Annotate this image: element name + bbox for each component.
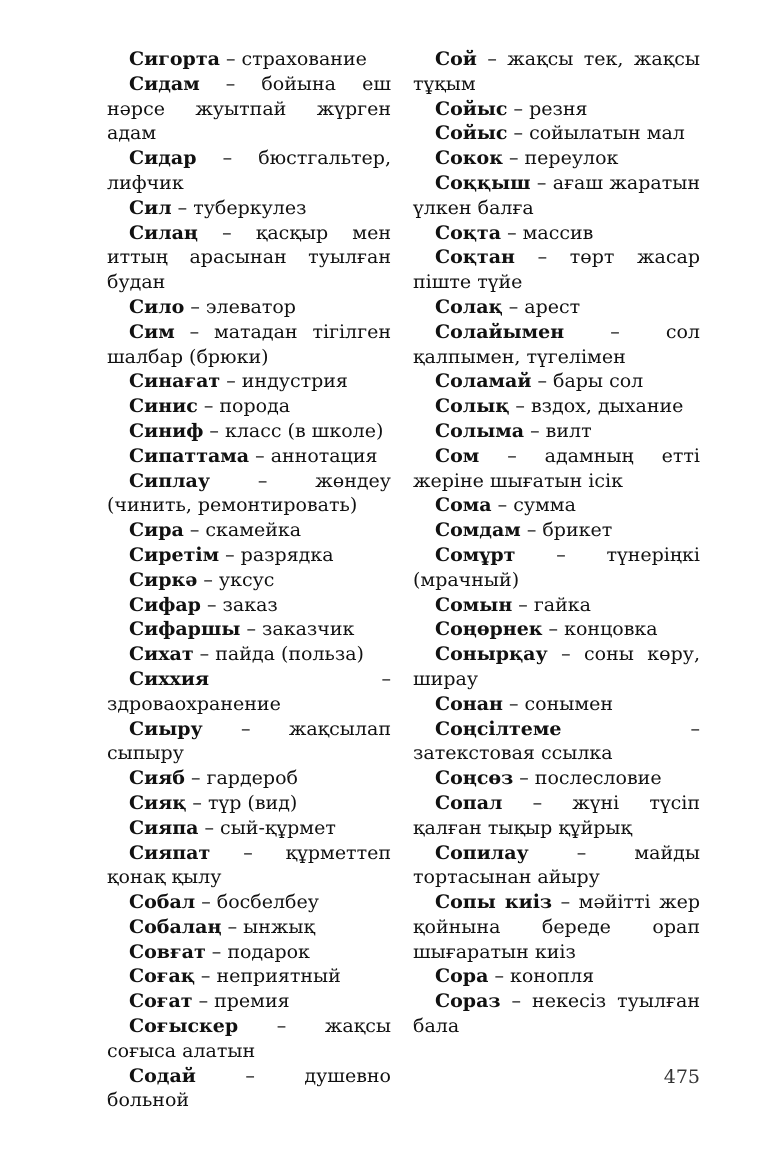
entry-definition: – вилт <box>524 419 592 442</box>
entry-definition: – заказ <box>200 593 278 616</box>
entry-definition: – неприятный <box>194 965 341 988</box>
entry-headword: Сомын <box>435 593 513 616</box>
entry-definition: – затекстовая ссылка <box>413 717 700 765</box>
entry-headword: Сира <box>129 519 184 542</box>
entry-definition: – переулок <box>502 147 619 170</box>
right-column <box>413 47 700 1039</box>
entry-definition: – босбелбеу <box>195 891 319 914</box>
entry-headword: Сой <box>435 48 477 70</box>
entry-definition: – сойылатын мал <box>507 122 685 145</box>
entry-headword: Солайымен <box>435 320 565 343</box>
entry-definition: – брикет <box>520 519 613 542</box>
entry-headword: Собалаң <box>129 915 222 938</box>
entry-headword: Сонырқау <box>435 643 548 666</box>
dictionary-entry <box>413 419 700 444</box>
entry-definition: – түр (вид) <box>186 791 298 814</box>
entry-definition: – жақсылап сыпыру <box>107 717 391 765</box>
dictionary-entry <box>413 543 700 593</box>
entry-definition: – премия <box>192 990 290 1013</box>
dictionary-entry <box>413 518 700 543</box>
entry-definition: – пайда (польза) <box>193 643 364 666</box>
dictionary-entry <box>107 1064 391 1114</box>
dictionary-entry <box>107 593 391 618</box>
entry-definition: – адамның етті жеріне шығатын ісік <box>413 444 700 492</box>
entry-headword: Соғақ <box>129 965 195 988</box>
entry-definition: – жүні түсіп қалған тықыр құйрық <box>413 791 700 839</box>
dictionary-entry <box>413 791 700 841</box>
entry-definition: – страхование <box>219 48 367 70</box>
dictionary-entry <box>107 940 391 965</box>
entry-definition: – вздох, дыхание <box>509 395 684 418</box>
entry-headword: Соңөрнек <box>435 618 543 641</box>
entry-headword: Сонан <box>435 692 503 715</box>
entry-definition: – индустрия <box>220 370 348 393</box>
entry-definition: – сумма <box>491 494 576 517</box>
entry-definition: – элеватор <box>184 295 296 318</box>
entry-definition: – резня <box>507 97 588 120</box>
dictionary-entry <box>413 97 700 122</box>
entry-headword: Сопы киіз <box>435 891 553 914</box>
entry-headword: Сил <box>129 196 172 219</box>
dictionary-entry <box>413 394 700 419</box>
left-column <box>107 47 391 1113</box>
entry-headword: Солыма <box>435 419 525 442</box>
dictionary-entry <box>107 543 391 568</box>
entry-definition: – төрт жасар піште түйе <box>413 246 700 294</box>
entry-headword: Соламай <box>435 370 532 393</box>
entry-definition: – гайка <box>512 593 591 616</box>
entry-definition: – мәйітті жер қойнына береде орап шығаратын киіз <box>413 891 700 963</box>
entry-headword: Сома <box>435 494 492 517</box>
entry-headword: Сиыру <box>129 717 203 740</box>
dictionary-entry <box>107 717 391 767</box>
entry-headword: Синиф <box>129 419 204 442</box>
dictionary-entry <box>413 593 700 618</box>
entry-headword: Содай <box>129 1064 196 1087</box>
dictionary-entry <box>413 989 700 1039</box>
entry-headword: Сиркә <box>129 568 198 591</box>
dictionary-entry <box>107 518 391 543</box>
page-number: 475 <box>663 1066 700 1088</box>
dictionary-entry <box>107 221 391 295</box>
entry-definition: – гардероб <box>184 767 298 790</box>
entry-headword: Сияпа <box>129 816 199 839</box>
dictionary-entry <box>107 816 391 841</box>
entry-headword: Соғыскер <box>129 1015 239 1038</box>
entry-headword: Соңсөз <box>435 767 514 790</box>
entry-headword: Сифар <box>129 593 201 616</box>
entry-headword: Сопал <box>435 791 503 814</box>
dictionary-entry <box>107 964 391 989</box>
entry-definition: – қасқыр мен иттың арасынан туылған будан <box>107 221 391 294</box>
entry-definition: – разрядка <box>219 543 334 566</box>
dictionary-entry <box>107 841 391 891</box>
dictionary-entry <box>413 766 700 791</box>
dictionary-entry <box>413 146 700 171</box>
dictionary-entry <box>413 964 700 989</box>
dictionary-entry <box>107 915 391 940</box>
dictionary-entry <box>413 245 700 295</box>
entry-definition: – заказчик <box>240 618 355 641</box>
entry-headword: Синағат <box>129 370 221 393</box>
entry-headword: Солық <box>435 395 510 418</box>
dictionary-entry <box>413 444 700 494</box>
dictionary-entry <box>107 295 391 320</box>
dictionary-entry <box>107 444 391 469</box>
entry-definition: – майды тортасынан айыру <box>413 841 700 889</box>
dictionary-entry <box>107 47 391 72</box>
entry-headword: Сиретім <box>129 543 220 566</box>
dictionary-entry <box>107 617 391 642</box>
dictionary-entry <box>413 295 700 320</box>
entry-headword: Силаң <box>129 221 198 244</box>
entry-headword: Сидар <box>129 147 197 170</box>
entry-definition: – сонымен <box>502 692 614 715</box>
entry-headword: Соқта <box>435 221 502 244</box>
entry-headword: Сим <box>129 320 175 343</box>
entry-definition: – концовка <box>542 618 658 641</box>
entry-definition: – уксус <box>197 568 275 591</box>
entry-headword: Собал <box>129 891 196 914</box>
entry-definition: – матадан тігілген шалбар (брюки) <box>107 320 391 368</box>
entry-headword: Сихат <box>129 643 194 666</box>
dictionary-entry <box>413 642 700 692</box>
entry-definition: – подарок <box>205 940 310 963</box>
entry-headword: Сипаттама <box>129 444 250 467</box>
entry-headword: Сокок <box>435 147 503 170</box>
dictionary-entry <box>107 791 391 816</box>
dictionary-entry <box>107 72 391 146</box>
entry-headword: Сомұрт <box>435 543 516 566</box>
entry-definition: – құрметтеп қонақ қылу <box>107 841 391 889</box>
entry-headword: Сораз <box>435 990 501 1013</box>
entry-headword: Сора <box>435 965 489 988</box>
entry-headword: Сойыс <box>435 97 508 120</box>
dictionary-entry <box>413 717 700 767</box>
entry-headword: Сифаршы <box>129 618 241 641</box>
entry-headword: Сомдам <box>435 519 521 542</box>
entry-headword: Соңсілтеме <box>435 717 562 740</box>
entry-definition: – послесловие <box>513 767 662 790</box>
entry-headword: Соқтан <box>435 246 515 269</box>
entry-definition: – туберкулез <box>171 196 307 219</box>
dictionary-entry <box>107 196 391 221</box>
entry-definition: – некесіз туылған бала <box>413 990 700 1038</box>
entry-headword: Сойыс <box>435 122 508 145</box>
entry-headword: Сидам <box>129 72 200 95</box>
dictionary-entry <box>107 419 391 444</box>
entry-definition: – ынжық <box>221 915 316 938</box>
dictionary-entry <box>413 841 700 891</box>
entry-definition: – скамейка <box>183 519 302 542</box>
dictionary-entry <box>107 642 391 667</box>
entry-headword: Сило <box>129 295 185 318</box>
entry-definition: – жақсы соғыса алатын <box>107 1015 391 1062</box>
dictionary-entry <box>107 469 391 519</box>
entry-definition: – класс (в школе) <box>203 419 384 442</box>
entry-definition: – массив <box>501 221 594 244</box>
dictionary-entry <box>413 493 700 518</box>
entry-headword: Совғат <box>129 940 206 963</box>
dictionary-entry <box>107 394 391 419</box>
dictionary-entry <box>413 221 700 246</box>
dictionary-entry <box>107 667 391 717</box>
dictionary-entry <box>413 121 700 146</box>
entry-headword: Соққыш <box>435 171 531 194</box>
entry-definition: – түнеріңкі (мрачный) <box>413 543 700 591</box>
entry-definition: – жақсы тек, жақсы тұқым <box>413 48 700 95</box>
dictionary-entry <box>413 369 700 394</box>
entry-definition: – конопля <box>488 965 595 988</box>
entry-definition: – аннотация <box>249 444 378 467</box>
entry-headword: Сом <box>435 444 480 467</box>
entry-headword: Сиплау <box>129 469 210 492</box>
dictionary-entry <box>413 890 700 964</box>
entry-headword: Сиххия <box>129 667 209 690</box>
dictionary-entry <box>107 989 391 1014</box>
entry-headword: Синис <box>129 395 198 418</box>
entry-definition: – сый-құрмет <box>198 816 336 839</box>
dictionary-entry <box>107 766 391 791</box>
entry-headword: Сопилау <box>435 841 529 864</box>
entry-definition: – арест <box>502 295 581 318</box>
entry-headword: Солақ <box>435 295 503 318</box>
entry-definition: – бюстгальтер, лифчик <box>107 147 391 194</box>
dictionary-entry <box>413 617 700 642</box>
dictionary-entry <box>107 369 391 394</box>
dictionary-entry <box>413 692 700 717</box>
dictionary-entry <box>107 320 391 370</box>
entry-headword: Сияб <box>129 767 185 790</box>
entry-definition: – соны көру, ширау <box>413 643 700 690</box>
entry-definition: – бойына еш нәрсе жуытпай жүрген адам <box>107 72 391 145</box>
entry-definition: – душевно больной <box>107 1064 391 1112</box>
dictionary-entry <box>413 47 700 97</box>
entry-definition: – бары сол <box>531 370 644 393</box>
entry-headword: Сияқ <box>129 791 187 814</box>
entry-headword: Соғат <box>129 990 193 1013</box>
dictionary-entry <box>107 890 391 915</box>
dictionary-entry <box>107 568 391 593</box>
entry-definition: – здроваохранение <box>107 667 391 715</box>
dictionary-entry <box>107 1014 391 1064</box>
dictionary-entry <box>413 320 700 370</box>
dictionary-entry <box>413 171 700 221</box>
entry-definition: – порода <box>197 395 291 418</box>
entry-definition: – жөндеу (чинить, ремонтировать) <box>107 469 391 517</box>
entry-headword: Сигорта <box>129 48 220 70</box>
entry-definition: – ағаш жаратын үлкен балға <box>413 171 700 219</box>
entry-definition: – сол қалпымен, түгелімен <box>413 320 700 368</box>
dictionary-entry <box>107 146 391 196</box>
entry-headword: Сияпат <box>129 841 211 864</box>
